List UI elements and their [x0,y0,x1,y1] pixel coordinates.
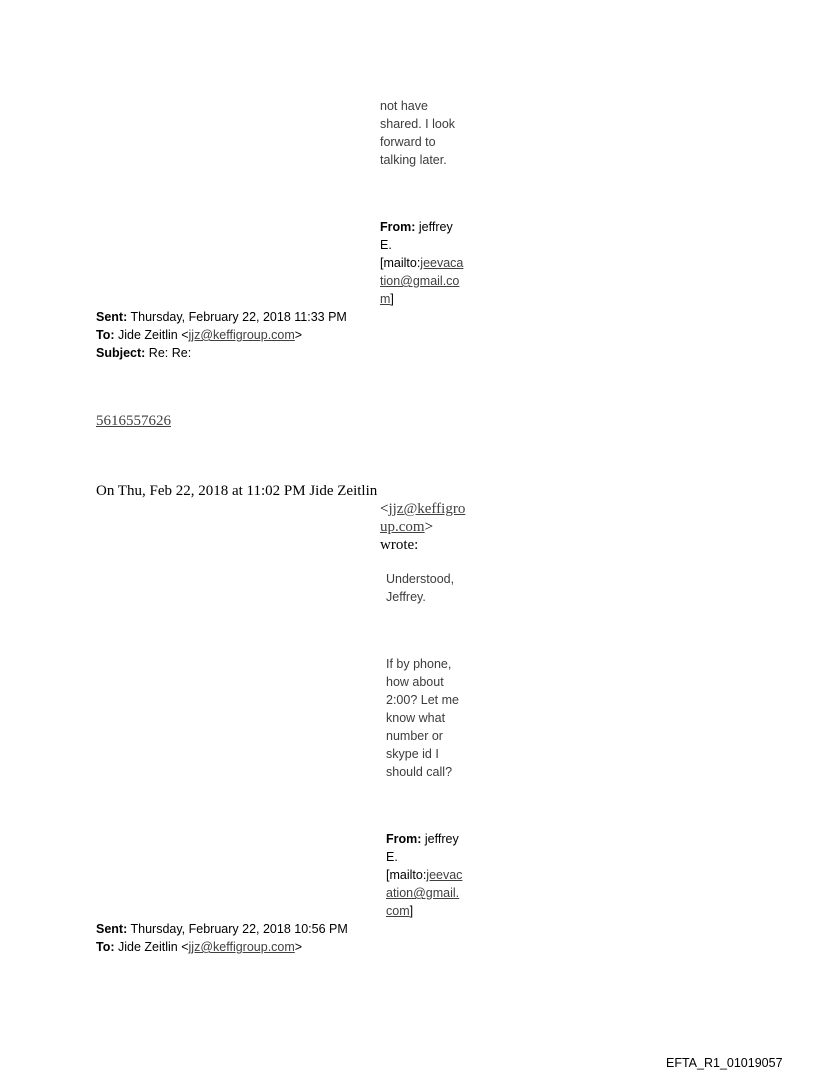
reply-body-para1 [386,570,454,606]
body-line: talking later. [380,153,447,167]
mailto-link-cont[interactable]: m [380,292,391,306]
quote-email-link[interactable]: jjz@keffigro [388,501,466,517]
to-label: To: [96,328,115,342]
mailto-prefix: [mailto: [380,256,421,270]
quote-intro-text: On Thu, Feb 22, 2018 at 11:02 PM Jide Zeitlin [96,483,378,499]
mailto-link-cont[interactable]: ation@gmail. [386,886,460,900]
body-line: forward to [380,135,436,149]
body-line: should call? [386,765,453,779]
mailto-prefix: [mailto: [386,868,427,882]
from-block-bottom [386,830,462,920]
mailto-link-cont[interactable]: tion@gmail.co [380,274,460,288]
to-label: To: [96,940,115,954]
to-close: > [294,328,303,342]
body-line: 2:00? Let me [386,693,459,707]
quote-wrote: wrote: [380,537,419,553]
to-email-link[interactable]: jjz@keffigroup.com [188,328,295,342]
from-name-cont: E. [380,238,392,252]
mailto-link-cont[interactable]: com [386,904,410,918]
body-line: Jeffrey. [386,590,426,604]
sent-value: Thursday, February 22, 2018 10:56 PM [130,922,348,936]
phone-block [96,412,171,430]
from-name-cont: E. [386,850,398,864]
from-name: jeffrey [424,832,459,846]
phone-number-link[interactable]: 5616557626 [96,413,171,429]
body-line: skype id I [386,747,439,761]
to-name: Jide Zeitlin < [118,328,189,342]
body-line: Understood, [386,572,455,586]
sent-value: Thursday, February 22, 2018 11:33 PM [130,310,347,324]
from-name: jeffrey [418,220,453,234]
mailto-link[interactable]: jeevaca [420,256,464,270]
from-label: From: [380,220,416,234]
body-line: shared. I look [380,117,456,131]
mailto-link[interactable]: jeevac [426,868,463,882]
subject-value: Re: Re: [148,346,192,360]
sent-label: Sent: [96,922,128,936]
reply-body-para2 [386,655,459,781]
sent-label: Sent: [96,310,128,324]
to-close: > [294,940,303,954]
from-label: From: [386,832,422,846]
mailto-suffix: ] [409,904,414,918]
quote-email-link-cont[interactable]: up.com [380,519,425,535]
to-name: Jide Zeitlin < [118,940,189,954]
quote-email-close: > [424,519,434,535]
mailto-suffix: ] [390,292,394,306]
quote-email-block [380,500,465,554]
email-header-1 [96,308,347,362]
quote-intro [96,482,377,500]
email-header-2 [96,920,348,956]
from-block-top [380,218,463,308]
subject-label: Subject: [96,346,146,360]
body-line: If by phone, [386,657,452,671]
quote-email-open: < [380,501,389,517]
to-email-link[interactable]: jjz@keffigroup.com [188,940,295,954]
document-id: EFTA_R1_01019057 [666,1056,783,1070]
reply-body-top [380,97,455,169]
body-line: know what [386,711,446,725]
body-line: not have [380,99,428,113]
body-line: how about [386,675,444,689]
body-line: number or [386,729,443,743]
